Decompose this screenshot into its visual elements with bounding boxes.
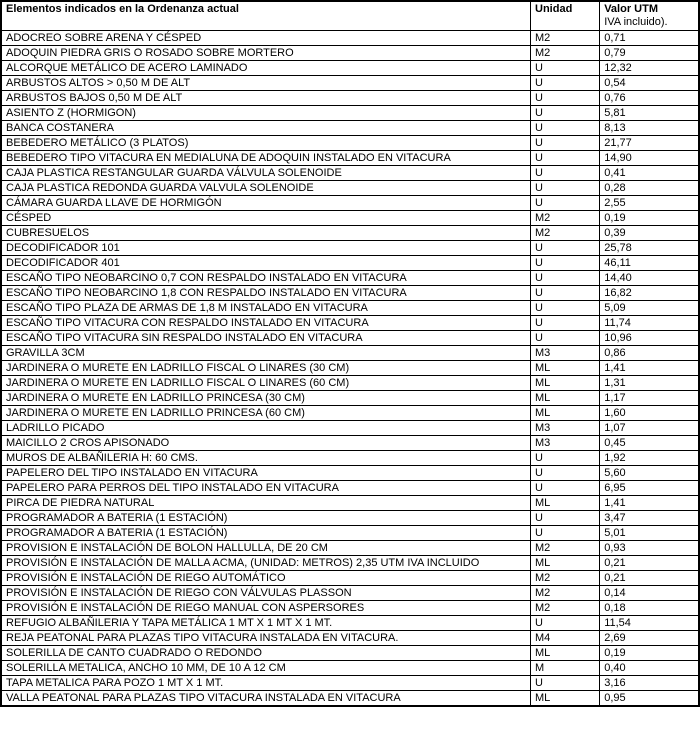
table-row: [1, 181, 699, 196]
item-cell: DECODIFICADOR 101: [1, 241, 531, 256]
table-row: [1, 346, 699, 361]
item-cell: ESCAÑO TIPO NEOBARCINO 1,8 CON RESPALDO INSTALADO EN VITACURA: [1, 286, 531, 301]
value-cell: 11,74: [600, 316, 699, 331]
unit-cell: U: [531, 616, 600, 631]
value-cell: 5,81: [600, 106, 699, 121]
table-row: [1, 331, 699, 346]
item-cell: BEBEDERO TIPO VITACURA EN MEDIALUNA DE ADOQUIN INSTALADO EN VITACURA: [1, 151, 531, 166]
table-row: [1, 481, 699, 496]
value-cell: 25,78: [600, 241, 699, 256]
table-row: [1, 196, 699, 211]
unit-cell: ML: [531, 691, 600, 707]
item-cell: TAPA METALICA PARA POZO 1 MT X 1 MT.: [1, 676, 531, 691]
item-cell: ADOCREO SOBRE ARENA Y CÉSPED: [1, 31, 531, 46]
item-cell: ESCAÑO TIPO NEOBARCINO 0,7 CON RESPALDO INSTALADO EN VITACURA: [1, 271, 531, 286]
unit-cell: ML: [531, 496, 600, 511]
table-row: [1, 151, 699, 166]
unit-cell: U: [531, 196, 600, 211]
item-cell: JARDINERA O MURETE EN LADRILLO PRINCESA (60 CM): [1, 406, 531, 421]
value-cell: 0,76: [600, 91, 699, 106]
table-row: [1, 376, 699, 391]
value-cell: 2,55: [600, 196, 699, 211]
table-row: [1, 406, 699, 421]
table-row: [1, 166, 699, 181]
value-cell: 21,77: [600, 136, 699, 151]
unit-cell: U: [531, 481, 600, 496]
header-elementos: Elementos indicados en la Ordenanza actual: [1, 1, 531, 31]
unit-cell: ML: [531, 391, 600, 406]
unit-cell: M2: [531, 586, 600, 601]
value-cell: 14,40: [600, 271, 699, 286]
item-cell: ADOQUIN PIEDRA GRIS O ROSADO SOBRE MORTERO: [1, 46, 531, 61]
value-cell: 10,96: [600, 331, 699, 346]
item-cell: GRAVILLA 3CM: [1, 346, 531, 361]
item-cell: JARDINERA O MURETE EN LADRILLO PRINCESA (30 CM): [1, 391, 531, 406]
table-row: [1, 526, 699, 541]
table-row: [1, 616, 699, 631]
item-cell: PROVISIÓN E INSTALACIÓN DE MALLA ACMA, (UNIDAD: METROS) 2,35 UTM IVA INCLUIDO: [1, 556, 531, 571]
item-cell: ESCAÑO TIPO VITACURA CON RESPALDO INSTALADO EN VITACURA: [1, 316, 531, 331]
table-row: [1, 541, 699, 556]
value-cell: 8,13: [600, 121, 699, 136]
item-cell: BANCA COSTANERA: [1, 121, 531, 136]
unit-cell: M4: [531, 631, 600, 646]
item-cell: PAPELERO PARA PERROS DEL TIPO INSTALADO EN VITACURA: [1, 481, 531, 496]
unit-cell: U: [531, 76, 600, 91]
table-body: [1, 31, 699, 707]
table-row: [1, 31, 699, 46]
unit-cell: U: [531, 676, 600, 691]
unit-cell: U: [531, 181, 600, 196]
value-cell: 1,60: [600, 406, 699, 421]
unit-cell: M2: [531, 46, 600, 61]
unit-cell: U: [531, 331, 600, 346]
item-cell: SOLERILLA DE CANTO CUADRADO O REDONDO: [1, 646, 531, 661]
value-cell: 0,39: [600, 226, 699, 241]
table-row: [1, 601, 699, 616]
item-cell: PROVISIÓN E INSTALACIÓN DE RIEGO AUTOMÁTICO: [1, 571, 531, 586]
value-cell: 0,18: [600, 601, 699, 616]
table-row: [1, 61, 699, 76]
value-cell: 1,31: [600, 376, 699, 391]
item-cell: MAICILLO 2 CROS APISONADO: [1, 436, 531, 451]
item-cell: ESCAÑO TIPO PLAZA DE ARMAS DE 1,8 M INSTALADO EN VITACURA: [1, 301, 531, 316]
unit-cell: U: [531, 166, 600, 181]
item-cell: CAJA PLASTICA REDONDA GUARDA VALVULA SOLENOIDE: [1, 181, 531, 196]
table-row: [1, 511, 699, 526]
value-cell: 5,09: [600, 301, 699, 316]
unit-cell: M2: [531, 211, 600, 226]
value-cell: 46,11: [600, 256, 699, 271]
item-cell: CÉSPED: [1, 211, 531, 226]
table-row: [1, 361, 699, 376]
item-cell: PIRCA DE PIEDRA NATURAL: [1, 496, 531, 511]
table-row: [1, 631, 699, 646]
unit-cell: U: [531, 451, 600, 466]
item-cell: CUBRESUELOS: [1, 226, 531, 241]
header-unidad: Unidad: [531, 1, 600, 31]
item-cell: BEBEDERO METÁLICO (3 PLATOS): [1, 136, 531, 151]
table-row: [1, 76, 699, 91]
header-row: [1, 1, 699, 31]
item-cell: ASIENTO Z (HORMIGON): [1, 106, 531, 121]
value-cell: 0,95: [600, 691, 699, 707]
value-cell: 0,71: [600, 31, 699, 46]
value-cell: 0,45: [600, 436, 699, 451]
value-cell: 11,54: [600, 616, 699, 631]
unit-cell: ML: [531, 361, 600, 376]
table-row: [1, 136, 699, 151]
table-row: [1, 46, 699, 61]
unit-cell: ML: [531, 646, 600, 661]
value-cell: 0,93: [600, 541, 699, 556]
unit-cell: M2: [531, 541, 600, 556]
table-row: [1, 661, 699, 676]
unit-cell: U: [531, 61, 600, 76]
unit-cell: U: [531, 316, 600, 331]
table-row: [1, 391, 699, 406]
unit-cell: M2: [531, 601, 600, 616]
item-cell: ALCORQUE METÁLICO DE ACERO LAMINADO: [1, 61, 531, 76]
value-cell: 1,17: [600, 391, 699, 406]
item-cell: PAPELERO DEL TIPO INSTALADO EN VITACURA: [1, 466, 531, 481]
table-row: [1, 121, 699, 136]
unit-cell: ML: [531, 556, 600, 571]
item-cell: PROGRAMADOR A BATERIA (1 ESTACIÓN): [1, 526, 531, 541]
value-cell: 0,40: [600, 661, 699, 676]
value-cell: 0,54: [600, 76, 699, 91]
item-cell: CÁMARA GUARDA LLAVE DE HORMIGÓN: [1, 196, 531, 211]
table-row: [1, 286, 699, 301]
value-cell: 0,21: [600, 556, 699, 571]
item-cell: JARDINERA O MURETE EN LADRILLO FISCAL O LINARES (30 CM): [1, 361, 531, 376]
value-cell: 16,82: [600, 286, 699, 301]
unit-cell: U: [531, 511, 600, 526]
header-valor: [600, 1, 699, 31]
value-cell: 0,14: [600, 586, 699, 601]
unit-cell: ML: [531, 376, 600, 391]
table-row: [1, 316, 699, 331]
value-cell: 3,47: [600, 511, 699, 526]
table-row: [1, 676, 699, 691]
unit-cell: U: [531, 526, 600, 541]
table-row: [1, 301, 699, 316]
item-cell: DECODIFICADOR 401: [1, 256, 531, 271]
value-cell: 1,92: [600, 451, 699, 466]
value-cell: 5,01: [600, 526, 699, 541]
table-row: [1, 466, 699, 481]
unit-cell: U: [531, 256, 600, 271]
value-cell: 2,69: [600, 631, 699, 646]
table-row: [1, 271, 699, 286]
item-cell: PROVISIÓN E INSTALACIÓN DE RIEGO CON VÁLVULAS PLASSON: [1, 586, 531, 601]
value-cell: 0,19: [600, 646, 699, 661]
unit-cell: M2: [531, 571, 600, 586]
unit-cell: U: [531, 106, 600, 121]
unit-cell: U: [531, 286, 600, 301]
item-cell: JARDINERA O MURETE EN LADRILLO FISCAL O LINARES (60 CM): [1, 376, 531, 391]
value-cell: 14,90: [600, 151, 699, 166]
item-cell: ESCAÑO TIPO VITACURA SIN RESPALDO INSTALADO EN VITACURA: [1, 331, 531, 346]
value-cell: 0,86: [600, 346, 699, 361]
value-cell: 12,32: [600, 61, 699, 76]
value-cell: 1,41: [600, 361, 699, 376]
value-cell: 0,19: [600, 211, 699, 226]
table-row: [1, 451, 699, 466]
item-cell: REFUGIO ALBAÑILERIA Y TAPA METÁLICA 1 MT X 1 MT X 1 MT.: [1, 616, 531, 631]
item-cell: ARBUSTOS ALTOS > 0,50 M DE ALT: [1, 76, 531, 91]
table-row: [1, 211, 699, 226]
value-cell: 1,41: [600, 496, 699, 511]
unit-cell: M3: [531, 436, 600, 451]
item-cell: SOLERILLA METALICA, ANCHO 10 MM, DE 10 A 12 CM: [1, 661, 531, 676]
unit-cell: U: [531, 151, 600, 166]
value-cell: 0,41: [600, 166, 699, 181]
table-row: [1, 226, 699, 241]
unit-cell: U: [531, 301, 600, 316]
item-cell: MUROS DE ALBAÑILERIA H: 60 CMS.: [1, 451, 531, 466]
table-row: [1, 241, 699, 256]
unit-cell: M2: [531, 31, 600, 46]
value-cell: 1,07: [600, 421, 699, 436]
table-row: [1, 571, 699, 586]
table-row: [1, 496, 699, 511]
table-row: [1, 421, 699, 436]
unit-cell: M2: [531, 226, 600, 241]
unit-cell: M3: [531, 421, 600, 436]
table-row: [1, 91, 699, 106]
unit-cell: M3: [531, 346, 600, 361]
item-cell: LADRILLO PICADO: [1, 421, 531, 436]
table-row: [1, 691, 699, 707]
table-header: [1, 1, 699, 31]
table-row: [1, 646, 699, 661]
header-valor-line1: Valor UTM: [604, 3, 658, 15]
unit-cell: U: [531, 91, 600, 106]
item-cell: PROVISIÓN E INSTALACIÓN DE RIEGO MANUAL CON ASPERSORES: [1, 601, 531, 616]
unit-cell: U: [531, 271, 600, 286]
unit-cell: U: [531, 466, 600, 481]
table-row: [1, 106, 699, 121]
value-cell: 0,79: [600, 46, 699, 61]
value-cell: 6,95: [600, 481, 699, 496]
value-cell: 0,28: [600, 181, 699, 196]
item-cell: ARBUSTOS BAJOS 0,50 M DE ALT: [1, 91, 531, 106]
item-cell: PROVISION E INSTALACIÓN DE BOLON HALLULLA, DE 20 CM: [1, 541, 531, 556]
unit-cell: U: [531, 121, 600, 136]
item-cell: PROGRAMADOR A BATERIA (1 ESTACIÓN): [1, 511, 531, 526]
unit-cell: ML: [531, 406, 600, 421]
unit-cell: M: [531, 661, 600, 676]
item-cell: VALLA PEATONAL PARA PLAZAS TIPO VITACURA INSTALADA EN VITACURA: [1, 691, 531, 707]
table-row: [1, 256, 699, 271]
unit-cell: U: [531, 136, 600, 151]
header-valor-line2: IVA incluido).: [604, 16, 668, 28]
table-row: [1, 556, 699, 571]
table-row: [1, 586, 699, 601]
value-cell: 5,60: [600, 466, 699, 481]
item-cell: REJA PEATONAL PARA PLAZAS TIPO VITACURA INSTALADA EN VITACURA.: [1, 631, 531, 646]
table-row: [1, 436, 699, 451]
value-cell: 3,16: [600, 676, 699, 691]
unit-cell: U: [531, 241, 600, 256]
value-cell: 0,21: [600, 571, 699, 586]
item-cell: CAJA PLASTICA RESTANGULAR GUARDA VÁLVULA SOLENOIDE: [1, 166, 531, 181]
